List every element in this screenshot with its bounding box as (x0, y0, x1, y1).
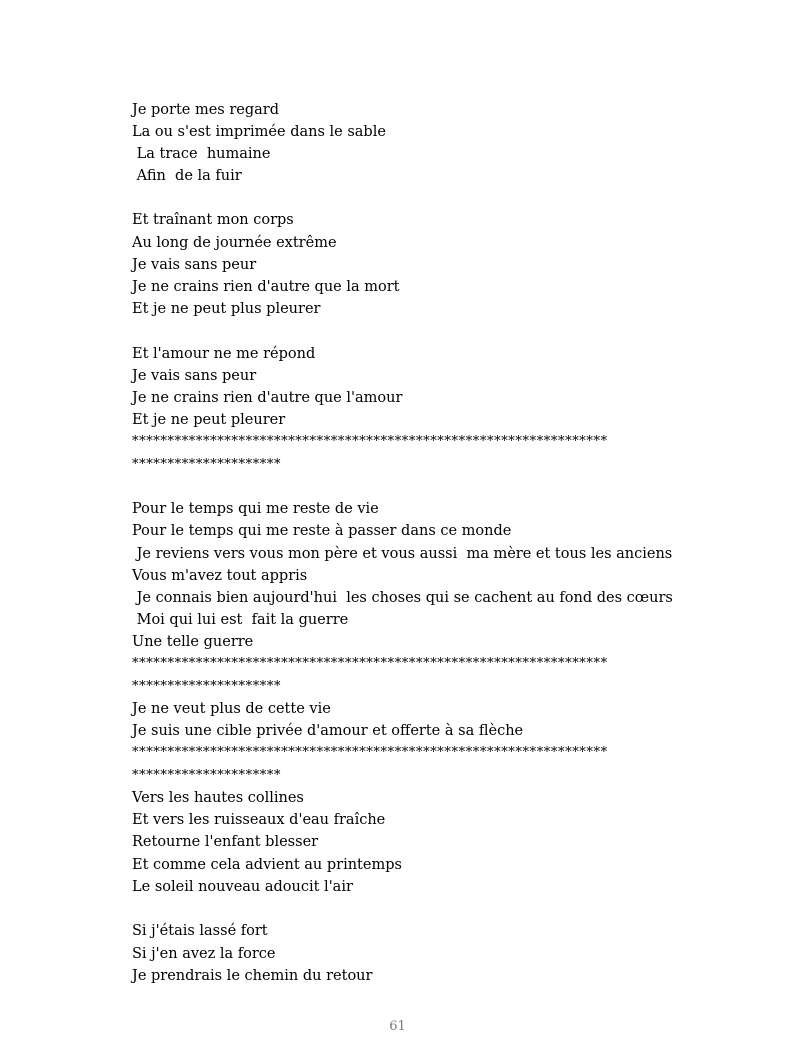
poem-line: Vers les hautes collines (132, 790, 304, 806)
poem-line: Afin de la fuir (132, 168, 242, 184)
poem-line: Moi qui lui est fait la guerre (132, 612, 349, 628)
separator-stars: ******************************************************************* (132, 745, 608, 760)
separator-stars: ******************************************************************* (132, 434, 608, 449)
poem-line: Je vais sans peur (132, 368, 257, 384)
poem-line: Au long de journée extrême (132, 235, 337, 251)
poem-line: Pour le temps qui me reste de vie (132, 501, 379, 517)
page-number: 61 (389, 1019, 406, 1034)
poem-line: Je vais sans peur (132, 257, 257, 273)
poem-line: Je porte mes regard (132, 102, 279, 118)
poem-line: La ou s'est imprimée dans le sable (132, 124, 386, 140)
poem-line: Je connais bien aujourd'hui les choses qui se cachent au fond des cœurs (132, 590, 673, 606)
poem-line: La trace humaine (132, 146, 271, 162)
poem-line: Et comme cela advient au printemps (132, 857, 402, 873)
poem-line: Vous m'avez tout appris (132, 568, 308, 584)
poem-line: Je prendrais le chemin du retour (132, 968, 373, 984)
poem-line: Et je ne peut pleurer (132, 412, 286, 428)
poem-line: Je reviens vers vous mon père et vous aussi ma mère et tous les anciens (132, 546, 673, 562)
poem-line: Et l'amour ne me répond (132, 346, 316, 362)
separator-stars: ******************************************************************* (132, 656, 608, 671)
poem-line: Une telle guerre (132, 634, 254, 650)
poem-line: Je ne veut plus de cette vie (132, 701, 331, 717)
separator-stars: ********************* (132, 768, 282, 783)
poem-line: Le soleil nouveau adoucit l'air (132, 879, 353, 895)
separator-stars: ********************* (132, 457, 282, 472)
poem-line: Et vers les ruisseaux d'eau fraîche (132, 812, 386, 828)
poem-line: Si j'étais lassé fort (132, 923, 268, 939)
poem-line: Si j'en avez la force (132, 946, 276, 962)
poem-line: Je suis une cible privée d'amour et offerte à sa flèche (132, 723, 524, 739)
poem-line: Et je ne peut plus pleurer (132, 301, 321, 317)
poem-line: Je ne crains rien d'autre que la mort (132, 279, 400, 295)
poem-line: Pour le temps qui me reste à passer dans ce monde (132, 523, 512, 539)
poem-line: Et traînant mon corps (132, 212, 294, 228)
separator-stars: ********************* (132, 679, 282, 694)
poem-line: Retourne l'enfant blesser (132, 834, 319, 850)
poem-line: Je ne crains rien d'autre que l'amour (132, 390, 403, 406)
